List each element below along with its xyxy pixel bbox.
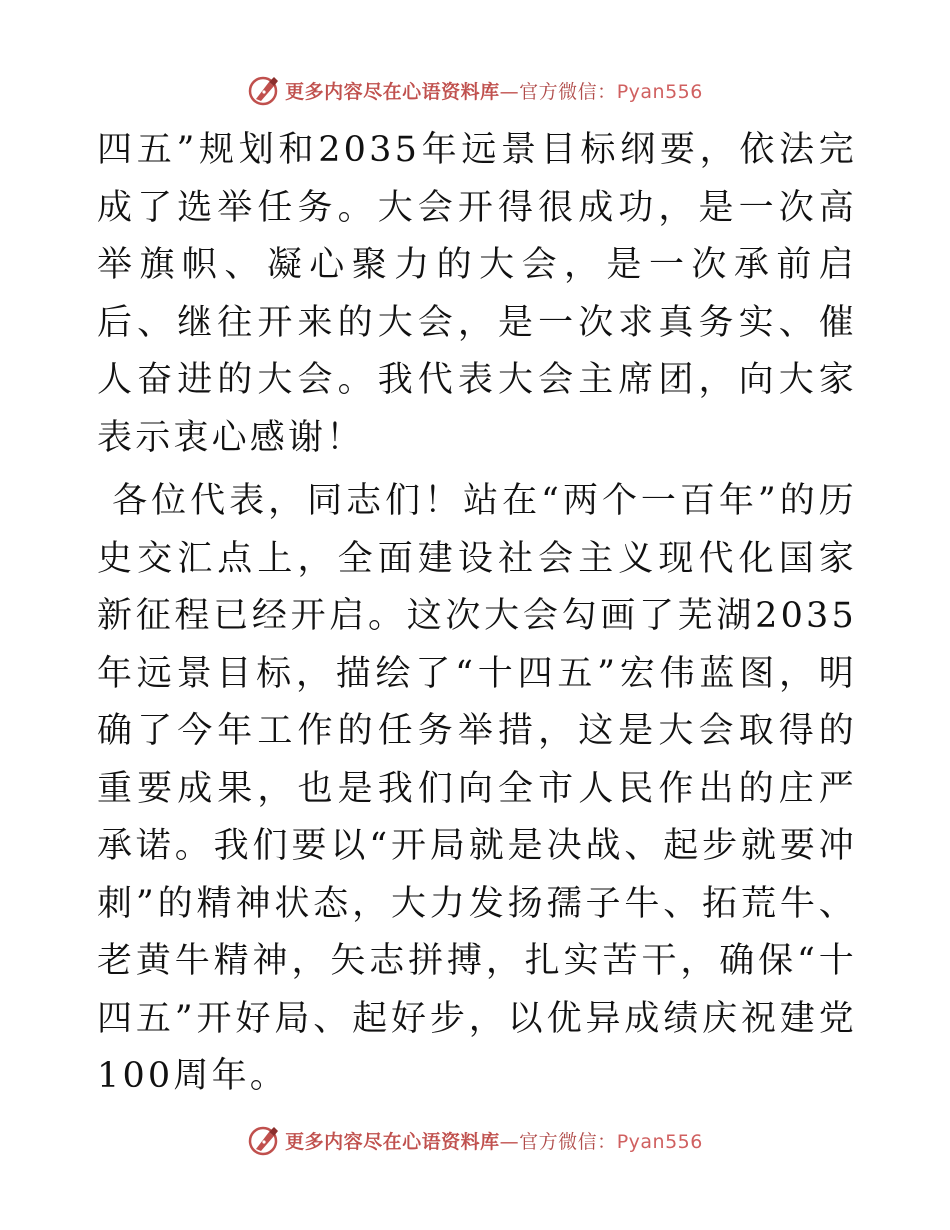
banner-text <box>285 1127 703 1154</box>
banner-wechat-id: Pyan556 <box>616 1130 703 1153</box>
header-banner <box>0 70 950 110</box>
pen-nib-circle-icon <box>247 73 281 107</box>
banner-main-text: 更多内容尽在心语资料库 <box>285 1130 500 1153</box>
banner-sub-text: 官方微信： <box>519 1130 617 1153</box>
banner-wechat-id: Pyan556 <box>616 80 703 103</box>
footer-banner <box>0 1120 950 1160</box>
banner-text <box>285 77 703 104</box>
banner-main-text: 更多内容尽在心语资料库 <box>285 80 500 103</box>
banner-separator: — <box>499 1130 520 1153</box>
banner-sub-text: 官方微信： <box>519 80 617 103</box>
paragraph-1: 四五”规划和2035年远景目标纲要，依法完成了选举任务。大会开得很成功，是一次高举旗帜、凝心聚力的大会，是一次承前启后、继往开来的大会，是一次求真务实、催人奋进的大会。我代表大会主席团，向大家表示衷心感谢！ <box>97 130 857 458</box>
pen-nib-circle-icon <box>247 1123 281 1157</box>
document-body <box>97 122 857 1106</box>
banner-separator: — <box>499 80 520 103</box>
paragraph-2: 各位代表，同志们！站在“两个一百年”的历史交汇点上，全面建设社会主义现代化国家新征程已经开启。这次大会勾画了芜湖2035年远景目标，描绘了“十四五”宏伟蓝图，明确了今年工作的任务举措，这是大会取得的重要成果，也是我们向全市人民作出的庄严承诺。我们要以“开局就是决战、起步就要冲刺”的精神状态，大力发扬孺子牛、拓荒牛、老黄牛精神，矢志拼搏，扎实苦干，确保“十四五”开好局、起好步，以优异成绩庆祝建党100周年。 <box>97 481 857 1096</box>
